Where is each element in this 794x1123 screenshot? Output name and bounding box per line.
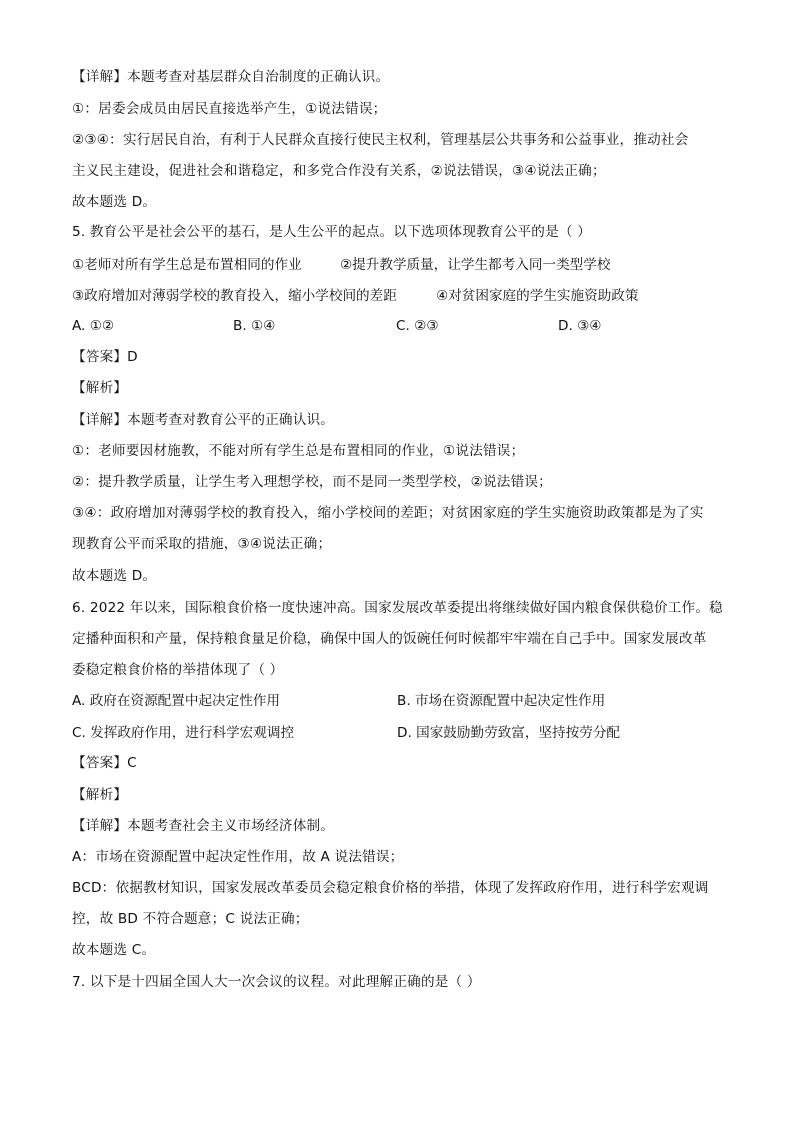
q5-option-a: A. ①② (72, 318, 115, 334)
q6-line2: BCD：依据教材知识，国家发展改革委员会稳定粮食价格的举措，体现了发挥政府作用，进行科学宏观调 (72, 880, 709, 896)
q5-item3: ③政府增加对薄弱学校的教育投入，缩小学校间的差距 (72, 288, 397, 304)
q5-line3: ③④：政府增加对薄弱学校的教育投入，缩小学校间的差距；对贫困家庭的学生实施资助政策都是为了实 (72, 505, 704, 521)
q5-option-b: B. ①④ (233, 318, 276, 334)
q6-stem-line3: 委稳定粮食价格的举措体现了（ ） (72, 662, 284, 678)
q6-option-c: C. 发挥政府作用，进行科学宏观调控 (72, 725, 295, 741)
q4-line3: 主义民主建设，促进社会和谐稳定，和多党合作没有关系，②说法错误，③④说法正确； (72, 163, 606, 179)
q6-option-b: B. 市场在资源配置中起决定性作用 (397, 693, 606, 709)
q5-analysis: 【解析】 (72, 380, 128, 396)
q5-item1: ①老师对所有学生总是布置相同的作业 (72, 257, 302, 273)
q6-stem-line2: 定播种面积和产量，保持粮食量足价稳，确保中国人的饭碗任何时候都牢牢端在自己手中。国家发展改革 (72, 631, 707, 647)
q5-option-d: D. ③④ (558, 318, 602, 334)
q6-stem-line1: 6. 2022 年以来，国际粮食价格一度快速冲高。国家发展改革委提出将继续做好国内粮食保供稳价工作。稳 (72, 600, 723, 616)
q6-option-a: A. 政府在资源配置中起决定性作用 (72, 693, 281, 709)
q6-line1: A：市场在资源配置中起决定性作用，故 A 说法错误； (72, 849, 404, 865)
q6-detail: 【详解】本题考查社会主义市场经济体制。 (72, 818, 335, 834)
q6-conclusion: 故本题选 C。 (72, 942, 156, 958)
q5-answer: 【答案】D (72, 349, 138, 365)
q4-line1: ①：居委会成员由居民直接选举产生，①说法错误； (72, 101, 387, 117)
q4-line2: ②③④：实行居民自治，有利于人民群众直接行使民主权利，管理基层公共事务和公益事业，推动社会 (72, 132, 689, 148)
q5-line4: 现教育公平而采取的措施，③④说法正确； (72, 536, 332, 552)
q5-line2: ②：提升教学质量，让学生考入理想学校，而不是同一类型学校，②说法错误； (72, 474, 552, 490)
q4-conclusion: 故本题选 D。 (72, 194, 157, 210)
q5-item4: ④对贫困家庭的学生实施资助政策 (436, 288, 639, 304)
q5-item2: ②提升教学质量，让学生都考入同一类型学校 (340, 257, 611, 273)
q5-option-c: C. ②③ (396, 318, 439, 334)
q5-line1: ①：老师要因材施教，不能对所有学生总是布置相同的作业，①说法错误； (72, 443, 525, 459)
q6-line3: 控，故 BD 不符合题意；C 说法正确； (72, 911, 309, 927)
q5-conclusion: 故本题选 D。 (72, 568, 157, 584)
q7-stem: 7. 以下是十四届全国人大一次会议的议程。对此理解正确的是（ ） (72, 974, 481, 990)
q5-stem: 5. 教育公平是社会公平的基石，是人生公平的起点。以下选项体现教育公平的是（ ） (72, 224, 591, 240)
q6-answer: 【答案】C (72, 755, 137, 771)
q4-detail: 【详解】本题考查对基层群众自治制度的正确认识。 (72, 69, 390, 85)
q6-analysis: 【解析】 (72, 787, 128, 803)
q5-detail: 【详解】本题考查对教育公平的正确认识。 (72, 412, 335, 428)
q6-option-d: D. 国家鼓励勤劳致富，坚持按劳分配 (397, 725, 621, 741)
